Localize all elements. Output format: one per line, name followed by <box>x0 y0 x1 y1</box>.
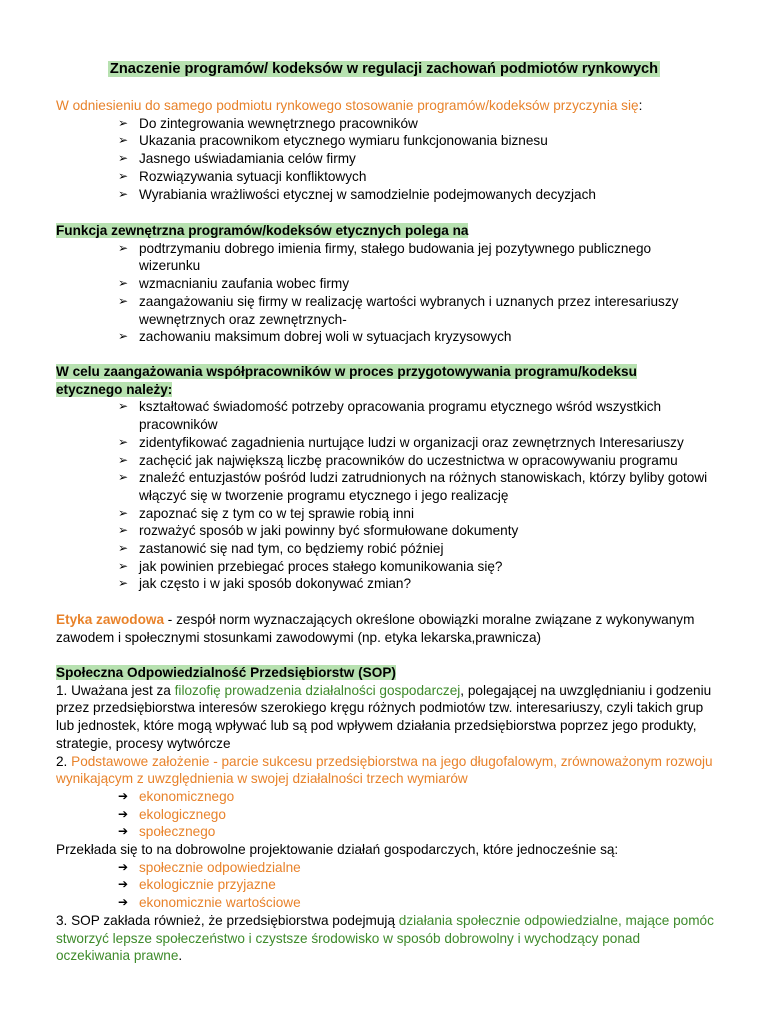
bullet-arrow-icon: ➢ <box>118 168 129 183</box>
bullet-arrow-icon: ➢ <box>118 558 129 573</box>
arrow-right-icon: ➔ <box>118 877 129 892</box>
bullet-arrow-icon: ➢ <box>118 505 129 520</box>
section-csr <box>56 664 716 965</box>
bullet-arrow-icon: ➢ <box>118 541 129 556</box>
list-item: ➔ ekonomicznie wartościowe <box>118 895 301 911</box>
bullet-arrow-icon: ➢ <box>118 115 129 130</box>
list-item: ➔ społecznego <box>118 824 216 840</box>
list-item: ➢ znaleźć entuzjastów pośród ludzi zatrudnionych na różnych stanowiskach, którzy byliby gotowi włączyć się w tworzenie programu etycznego i jego realizację <box>118 470 708 503</box>
list-item: ➢ zachęcić jak największą liczbę pracowników do uczestnictwa w opracowywaniu programu <box>118 452 678 468</box>
list-item: ➢ Jasnego uświadamiania celów firmy <box>118 151 356 167</box>
bullet-arrow-icon: ➢ <box>118 293 129 308</box>
section-engagement <box>56 363 716 593</box>
bullet-arrow-icon: ➢ <box>118 151 129 166</box>
bullet-arrow-icon: ➢ <box>118 133 129 148</box>
list-item: ➢ Rozwiązywania sytuacji konfliktowych <box>118 168 367 184</box>
bullet-arrow-icon: ➢ <box>118 276 129 291</box>
paragraph-2: 2. Podstawowe założenie - parcie sukcesu przedsiębiorstwa na jego długofalowym, zrównoważonym rozwoju wynikającym z uwzględnienia w swojej działalności trzech wymiarów <box>56 753 713 787</box>
section-intro: W odniesieniu do samego podmiotu rynkowego stosowanie programów/kodeksów przyczynia się: <box>56 98 643 113</box>
bullet-arrow-icon: ➢ <box>118 186 129 201</box>
paragraph-3: 3. SOP zakłada również, że przedsiębiorstwa podejmują działania społecznie odpowiedzialne, mające pomóc stworzyć lepsze społeczeństwo i czystsze środowisko w sposób dobrowolny i wychodzący ponad oczekiwania prawne. <box>56 912 714 964</box>
section-professional-ethics <box>56 611 716 646</box>
list-item: ➢ wzmacnianiu zaufania wobec firmy <box>118 276 350 292</box>
list-item: ➢ jak powinien przebiegać proces stałego komunikowania się? <box>118 558 503 574</box>
bullet-arrow-icon: ➢ <box>118 470 129 485</box>
list-item: ➢ zachowaniu maksimum dobrej woli w sytuacjach kryzysowych <box>118 329 512 345</box>
list-item: ➔ społecznie odpowiedzialne <box>118 859 301 875</box>
list-item: ➢ kształtować świadomość potrzeby opracowania programu etycznego wśród wszystkich pracowników <box>118 399 662 433</box>
arrow-right-icon: ➔ <box>118 824 129 839</box>
bullet-arrow-icon: ➢ <box>118 434 129 449</box>
bullet-list <box>56 240 716 346</box>
arrow-right-icon: ➔ <box>118 788 129 803</box>
section-external-function <box>56 222 716 346</box>
arrow-right-icon: ➔ <box>118 806 129 821</box>
paragraph-translate: Przekłada się to na dobrowolne projektowanie działań gospodarczych, które jednocześnie są: <box>56 842 619 858</box>
section-heading: W celu zaangażowania współpracowników w proces przygotowywania programu/kodeksu etycznego należy: <box>56 364 637 397</box>
list-item: ➢ zastanowić się nad tym, co będziemy robić później <box>118 541 444 557</box>
arrow-list-dimensions <box>56 788 716 841</box>
list-item: ➢ podtrzymaniu dobrego imienia firmy, stałego budowania jej pozytywnego publicznego wizerunku <box>118 240 652 274</box>
bullet-arrow-icon: ➢ <box>118 240 129 255</box>
list-item: ➔ ekologicznie przyjazne <box>118 877 276 893</box>
bullet-arrow-icon: ➢ <box>118 576 129 591</box>
bullet-arrow-icon: ➢ <box>118 329 129 344</box>
arrow-list-traits <box>56 859 716 912</box>
list-item: ➢ Do zintegrowania wewnętrznego pracowników <box>118 115 418 131</box>
arrow-right-icon: ➔ <box>118 895 129 910</box>
list-item: ➢ Ukazania pracownikom etycznego wymiaru funkcjonowania biznesu <box>118 133 548 149</box>
list-item: ➔ ekonomicznego <box>118 788 235 804</box>
arrow-right-icon: ➔ <box>118 859 129 874</box>
bullet-list <box>56 115 716 204</box>
list-item: ➢ Wyrabiania wrażliwości etycznej w samodzielnie podejmowanych decyzjach <box>118 186 596 202</box>
document-title: Znaczenie programów/ kodeksów w regulacji zachowań podmiotów rynkowych <box>109 61 659 77</box>
list-item: ➔ ekologicznego <box>118 806 226 822</box>
bullet-list <box>56 398 716 593</box>
definition-paragraph: Etyka zawodowa - zespół norm wyznaczających określone obowiązki moralne związane z wykonywanym zawodem i społecznymi stosunkami zawodowymi (np. etyka lekarska,prawnicza) <box>56 612 695 645</box>
paragraph-1: 1. Uważana jest za filozofię prowadzenia działalności gospodarczej, polegającej na uwzględnianiu i godzeniu przez przedsiębiorstwa interesów szerokiego kręgu różnych podmiotów tzw. interesariuszy, czyli takich grup lub jednostek, które mogą wpływać lub są pod wpływem działania przedsiębiorstwa poprzez jego produkty, strategie, procesy wytwórcze <box>56 682 712 751</box>
list-item: ➢ zapoznać się z tym co w tej sprawie robią inni <box>118 505 415 521</box>
section-heading: Funkcja zewnętrzna programów/kodeksów etycznych polega na <box>56 223 469 238</box>
list-item: ➢ rozważyć sposób w jaki powinny być sformułowane dokumenty <box>118 523 519 539</box>
section-internal-benefits <box>56 97 716 203</box>
list-item: ➢ zaangażowaniu się firmy w realizację wartości wybranych i uznanych przez interesariuszy wewnętrznych oraz zewnętrznych- <box>118 293 679 327</box>
list-item: ➢ jak często i w jaki sposób dokonywać zmian? <box>118 576 412 592</box>
bullet-arrow-icon: ➢ <box>118 452 129 467</box>
list-item: ➢ zidentyfikować zagadnienia nurtujące ludzi w organizacji oraz zewnętrznych Interesariuszy <box>118 434 684 450</box>
bullet-arrow-icon: ➢ <box>118 523 129 538</box>
section-heading: Społeczna Odpowiedzialność Przedsiębiorstw (SOP) <box>56 665 396 680</box>
bullet-arrow-icon: ➢ <box>118 399 129 414</box>
